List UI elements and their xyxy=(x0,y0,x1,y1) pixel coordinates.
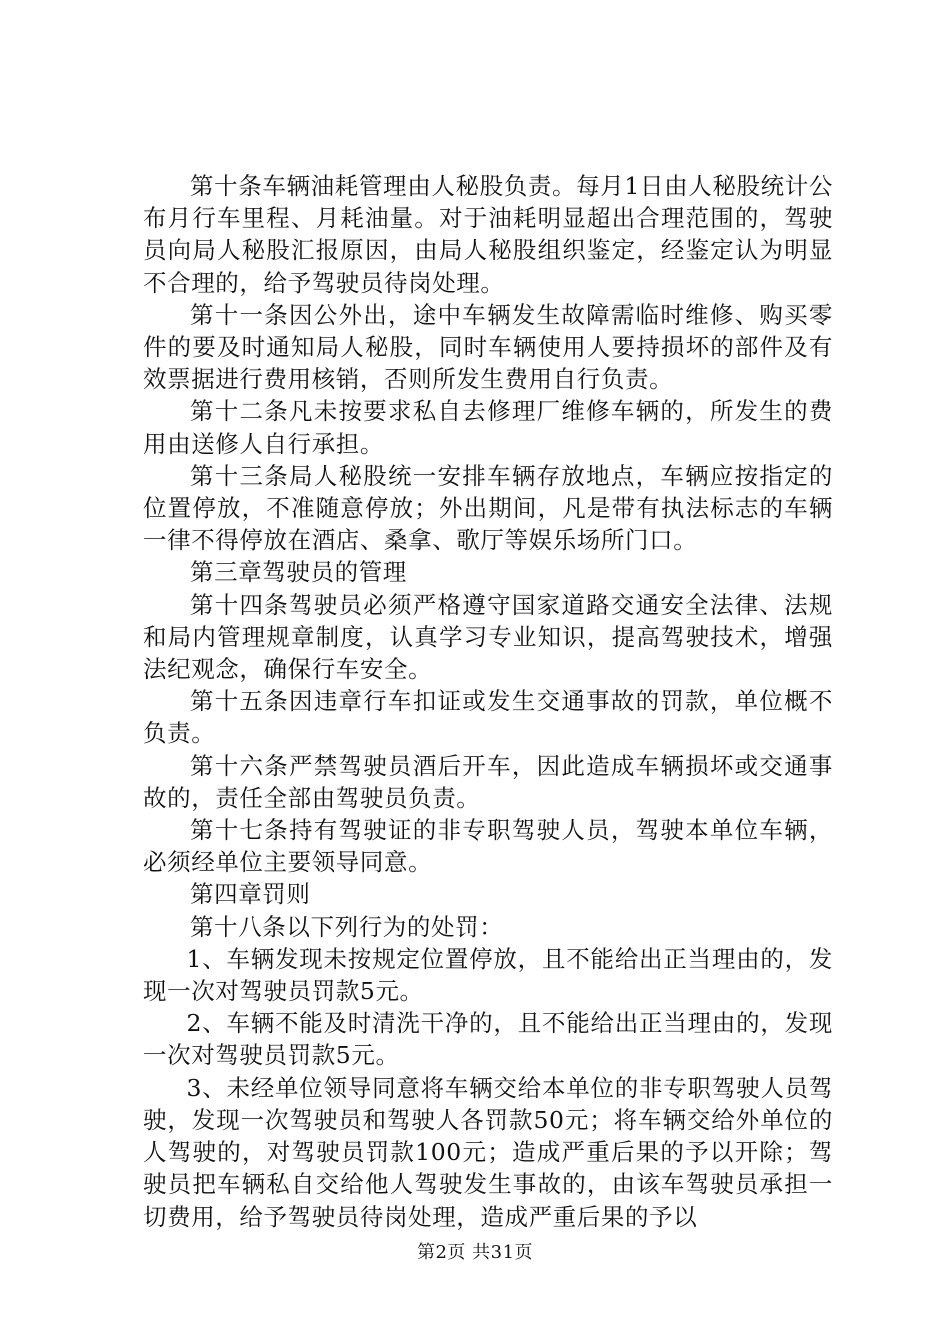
article-13: 第十三条局人秘股统一安排车辆存放地点，车辆应按指定的位置停放，不准随意停放；外出期间，凡是带有执法标志的车辆一律不得停放在酒店、桑拿、歌厅等娱乐场所门口。 xyxy=(143,461,833,555)
article-10: 第十条车辆油耗管理由人秘股负责。每月1日由人秘股统计公布月行车里程、月耗油量。对于油耗明显超出合理范围的，驾驶员向局人秘股汇报原因，由局人秘股组织鉴定，经鉴定认为明显不合理的，给予驾驶员待岗处理。 xyxy=(143,172,833,297)
page-number-footer: 第2页 共31页 xyxy=(416,1242,534,1263)
article-11: 第十一条因公外出，途中车辆发生故障需临时维修、购买零件的要及时通知局人秘股，同时车辆使用人要持损坏的部件及有效票据进行费用核销，否则所发生费用自行负责。 xyxy=(143,300,833,394)
article-12: 第十二条凡未按要求私自去修理厂维修车辆的，所发生的费用由送修人自行承担。 xyxy=(143,397,833,458)
article-16: 第十六条严禁驾驶员酒后开车，因此造成车辆损坏或交通事故的，责任全部由驾驶员负责。 xyxy=(143,751,833,812)
penalty-item-3: 3、未经单位领导同意将车辆交给本单位的非专职驾驶人员驾驶，发现一次驾驶员和驾驶人各罚款50元；将车辆交给外单位的人驾驶的，对驾驶员罚款100元；造成严重后果的予以开除；驾驶员把车辆私自交给他人驾驶发生事故的，由该车驾驶员承担一切费用，给予驾驶员待岗处理，造成严重后果的予以 xyxy=(143,1073,833,1231)
article-15: 第十五条因违章行车扣证或发生交通事故的罚款，单位概不负责。 xyxy=(143,687,833,748)
article-17: 第十七条持有驾驶证的非专职驾驶人员，驾驶本单位车辆，必须经单位主要领导同意。 xyxy=(143,816,833,877)
document-body xyxy=(143,170,833,1233)
chapter-4-heading: 第四章罚则 xyxy=(190,880,311,909)
article-14: 第十四条驾驶员必须严格遵守国家道路交通安全法律、法规和局内管理规章制度，认真学习专业知识，提高驾驶技术，增强法纪观念，确保行车安全。 xyxy=(143,590,833,684)
article-18: 第十八条以下列行为的处罚： xyxy=(190,912,504,941)
penalty-item-1: 1、车辆发现未按规定位置停放，且不能给出正当理由的，发现一次对驾驶员罚款5元。 xyxy=(143,944,833,1006)
chapter-3-heading: 第三章驾驶员的管理 xyxy=(190,558,407,587)
penalty-item-2: 2、车辆不能及时清洗干净的，且不能给出正当理由的，发现一次对驾驶员罚款5元。 xyxy=(143,1009,833,1070)
